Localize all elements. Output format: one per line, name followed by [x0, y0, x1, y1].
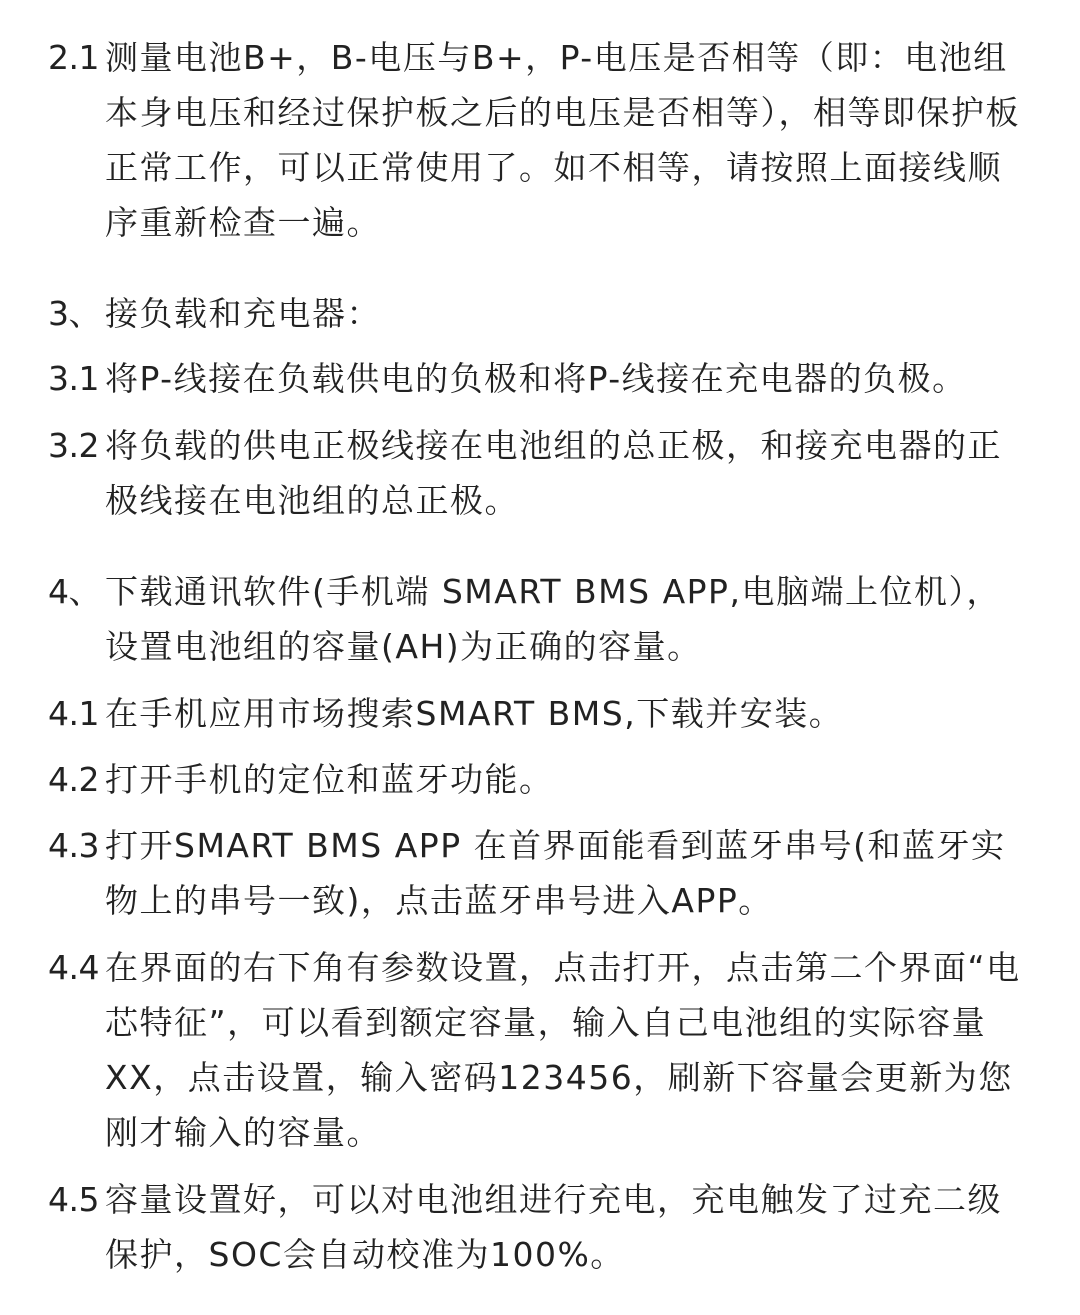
section-2-1	[48, 30, 1048, 250]
section-4-4	[48, 940, 1048, 1160]
section-4-heading	[48, 564, 1048, 674]
section-text: 测量电池B+，B-电压与B+，P-电压是否相等（即：电池组本身电压和经过保护板之后的电压是否相等），相等即保护板正常工作，可以正常使用了。如不相等，请按照上面接线顺序重新检查一遍。	[105, 38, 1020, 242]
section-4-5	[48, 1172, 1048, 1282]
section-3-1	[48, 351, 1048, 406]
section-4-2	[48, 752, 1048, 807]
section-3-heading	[48, 286, 1048, 341]
section-text: 将负载的供电正极线接在电池组的总正极，和接充电器的正极线接在电池组的总正极。	[105, 426, 1002, 520]
section-text: 下载通讯软件(手机端 SMART BMS APP,电脑端上位机），设置电池组的容量(AH)为正确的容量。	[105, 572, 1001, 666]
section-number: 4.3	[48, 826, 99, 865]
section-text: 接负载和充电器：	[105, 294, 381, 333]
section-number: 3、	[48, 294, 101, 333]
section-number: 3.2	[48, 426, 99, 465]
section-text: 在手机应用市场搜索SMART BMS,下载并安装。	[105, 694, 844, 733]
section-text: 在界面的右下角有参数设置，点击打开，点击第二个界面“电芯特征”，可以看到额定容量，输入自己电池组的实际容量XX，点击设置，输入密码123456，刷新下容量会更新为您刚才输入的容量。	[105, 948, 1021, 1152]
section-text: 打开手机的定位和蓝牙功能。	[105, 760, 554, 799]
section-number: 4、	[48, 572, 101, 611]
section-number: 4.2	[48, 760, 99, 799]
section-4-1	[48, 686, 1048, 741]
section-number: 4.5	[48, 1180, 99, 1219]
section-text: 将P-线接在负载供电的负极和将P-线接在充电器的负极。	[105, 359, 967, 398]
section-text: 容量设置好，可以对电池组进行充电，充电触发了过充二级保护，SOC会自动校准为100%。	[105, 1180, 1002, 1274]
section-3-2	[48, 418, 1048, 528]
section-number: 4.4	[48, 948, 99, 987]
section-text: 打开SMART BMS APP 在首界面能看到蓝牙串号(和蓝牙实物上的串号一致)，点击蓝牙串号进入APP。	[105, 826, 1006, 920]
section-4-3	[48, 818, 1048, 928]
section-number: 3.1	[48, 359, 99, 398]
section-number: 4.1	[48, 694, 99, 733]
section-number: 2.1	[48, 38, 99, 77]
